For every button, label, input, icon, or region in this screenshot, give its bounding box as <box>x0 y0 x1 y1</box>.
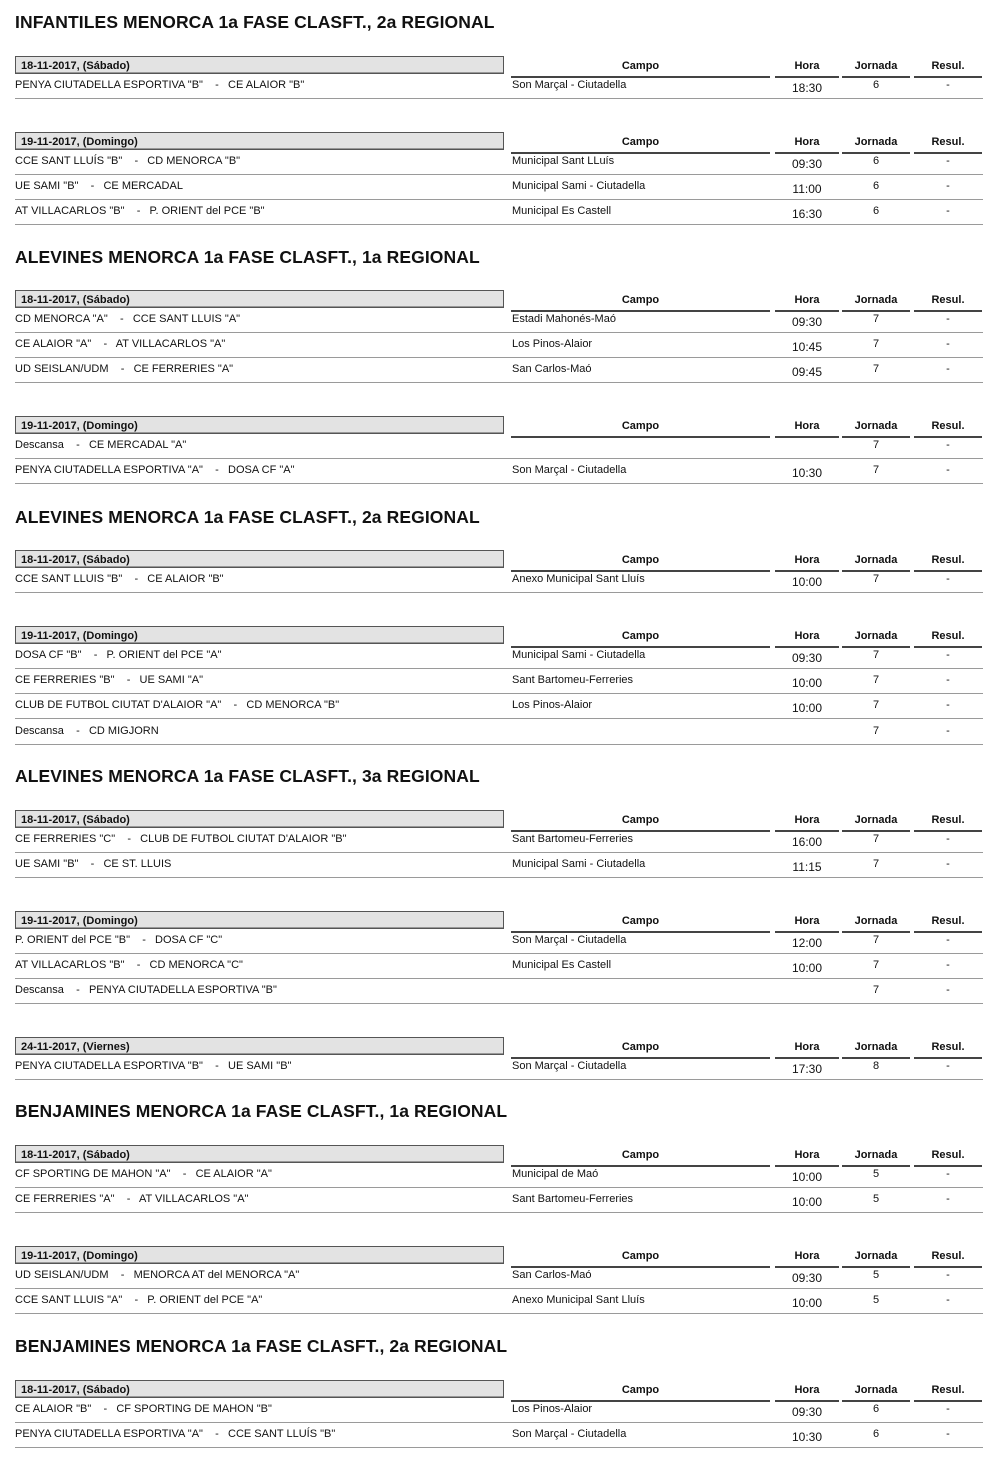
resul-column-header: Resul. <box>914 294 982 312</box>
matchday: 6 <box>872 1428 880 1441</box>
match-teams: CE ALAIOR "B" - CF SPORTING DE MAHON "B" <box>15 1403 272 1415</box>
kickoff-time: 10:00 <box>791 676 823 691</box>
result: - <box>946 724 950 737</box>
venue: Municipal Sant LLuís <box>512 155 615 167</box>
match-teams: CE ALAIOR "A" - AT VILLACARLOS "A" <box>15 338 226 351</box>
match-teams: UD SEISLAN/UDM - MENORCA AT del MENORCA "A" <box>15 1269 300 1281</box>
matchday: 6 <box>872 205 880 218</box>
kickoff-time: 10:00 <box>791 1296 823 1311</box>
result: - <box>946 1269 950 1281</box>
group-header <box>0 911 999 933</box>
match-teams: PENYA CIUTADELLA ESPORTIVA "B" - UE SAMI "B" <box>15 1060 292 1072</box>
result: - <box>946 1294 950 1307</box>
match-row <box>15 310 983 333</box>
match-row <box>15 696 983 719</box>
match-teams: Descansa - CE MERCADAL "A" <box>15 439 187 451</box>
match-teams: UD SEISLAN/UDM - CE FERRERIES "A" <box>15 363 234 376</box>
matchday: 7 <box>872 313 880 325</box>
group-header <box>0 1037 999 1059</box>
jornada-column-header: Jornada <box>842 630 910 648</box>
hora-column-header: Hora <box>775 630 839 648</box>
jornada-column-header: Jornada <box>842 294 910 312</box>
campo-column-header: Campo <box>511 915 770 933</box>
match-teams: PENYA CIUTADELLA ESPORTIVA "A" - CCE SANT LLUÍS "B" <box>15 1428 336 1441</box>
match-teams: CCE SANT LLUÍS "B" - CD MENORCA "B" <box>15 155 241 167</box>
hora-column-header: Hora <box>775 1041 839 1059</box>
hora-column-header: Hora <box>775 420 839 438</box>
campo-column-header: Campo <box>511 1384 770 1402</box>
result: - <box>946 858 950 871</box>
jornada-column-header: Jornada <box>842 1149 910 1167</box>
match-teams: CCE SANT LLUIS "B" - CE ALAIOR "B" <box>15 573 224 585</box>
jornada-column-header: Jornada <box>842 915 910 933</box>
resul-column-header: Resul. <box>914 420 982 438</box>
kickoff-time: 10:30 <box>791 466 823 481</box>
group-header <box>0 550 999 572</box>
group-header <box>0 1145 999 1167</box>
result: - <box>946 1168 950 1180</box>
matchday: 7 <box>872 724 880 737</box>
hora-column-header: Hora <box>775 814 839 832</box>
hora-column-header: Hora <box>775 554 839 572</box>
match-date: 19-11-2017, (Domingo) <box>15 626 504 644</box>
kickoff-time: 09:45 <box>791 365 823 380</box>
venue: Municipal Sami - Ciutadella <box>512 858 646 871</box>
section-title: BENJAMINES MENORCA 1a FASE CLASFT., 1a REGIONAL <box>15 1101 508 1121</box>
group-header <box>0 290 999 312</box>
result: - <box>946 573 950 585</box>
section-title: BENJAMINES MENORCA 1a FASE CLASFT., 2a REGIONAL <box>15 1336 508 1356</box>
matchday: 6 <box>872 180 880 193</box>
matchday: 7 <box>872 934 880 946</box>
result: - <box>946 984 950 997</box>
campo-column-header: Campo <box>511 1250 770 1268</box>
matchday: 7 <box>872 464 880 477</box>
match-date: 19-11-2017, (Domingo) <box>15 1246 504 1264</box>
resul-column-header: Resul. <box>914 814 982 832</box>
section-title: ALEVINES MENORCA 1a FASE CLASFT., 2a REGIONAL <box>15 507 480 527</box>
campo-column-header: Campo <box>511 420 770 438</box>
result: - <box>946 1403 950 1415</box>
venue: Municipal Sami - Ciutadella <box>512 649 646 661</box>
matchday: 5 <box>872 1294 880 1307</box>
match-teams: AT VILLACARLOS "B" - CD MENORCA "C" <box>15 959 243 972</box>
kickoff-time: 12:00 <box>791 936 823 950</box>
result: - <box>946 1193 950 1206</box>
jornada-column-header: Jornada <box>842 60 910 78</box>
venue: Municipal de Maó <box>512 1168 599 1180</box>
match-teams: CLUB DE FUTBOL CIUTAT D'ALAIOR "A" - CD MENORCA "B" <box>15 699 340 712</box>
campo-column-header: Campo <box>511 1149 770 1167</box>
venue: Municipal Es Castell <box>512 205 612 218</box>
group-header <box>0 626 999 648</box>
jornada-column-header: Jornada <box>842 136 910 154</box>
matchday: 7 <box>872 573 880 585</box>
hora-column-header: Hora <box>775 136 839 154</box>
result: - <box>946 338 950 351</box>
section-title: ALEVINES MENORCA 1a FASE CLASFT., 3a REGIONAL <box>15 766 480 786</box>
match-row <box>15 1165 983 1188</box>
match-row <box>15 646 983 669</box>
resul-column-header: Resul. <box>914 60 982 78</box>
match-date: 18-11-2017, (Sábado) <box>15 290 504 308</box>
venue: San Carlos-Maó <box>512 1269 592 1281</box>
match-row <box>15 855 983 878</box>
jornada-column-header: Jornada <box>842 1250 910 1268</box>
result: - <box>946 79 950 91</box>
venue: Sant Bartomeu-Ferreries <box>512 833 634 845</box>
kickoff-time: 18:30 <box>791 81 823 95</box>
campo-column-header: Campo <box>511 294 770 312</box>
group-header <box>0 416 999 438</box>
jornada-column-header: Jornada <box>842 1041 910 1059</box>
result: - <box>946 1060 950 1072</box>
match-teams: DOSA CF "B" - P. ORIENT del PCE "A" <box>15 649 222 661</box>
kickoff-time: 11:15 <box>792 860 822 875</box>
match-teams: UE SAMI "B" - CE ST. LLUIS <box>15 858 172 871</box>
match-date: 19-11-2017, (Domingo) <box>15 132 504 150</box>
resul-column-header: Resul. <box>914 630 982 648</box>
match-row <box>15 202 983 225</box>
match-date: 24-11-2017, (Viernes) <box>15 1037 504 1055</box>
kickoff-time: 10:00 <box>791 701 823 716</box>
venue: Son Marçal - Ciutadella <box>512 1428 627 1441</box>
section-title: ALEVINES MENORCA 1a FASE CLASFT., 1a REGIONAL <box>15 247 480 267</box>
matchday: 8 <box>872 1060 880 1072</box>
result: - <box>946 363 950 376</box>
match-row <box>15 436 983 459</box>
group-header <box>0 56 999 78</box>
match-teams: AT VILLACARLOS "B" - P. ORIENT del PCE "B" <box>15 205 265 218</box>
venue: Son Marçal - Ciutadella <box>512 464 627 477</box>
result: - <box>946 934 950 946</box>
matchday: 7 <box>872 984 880 997</box>
match-row <box>15 335 983 358</box>
result: - <box>946 155 950 167</box>
kickoff-time: 10:00 <box>791 1170 823 1184</box>
matchday: 7 <box>872 674 880 687</box>
match-date: 19-11-2017, (Domingo) <box>15 416 504 434</box>
kickoff-time: 09:30 <box>791 1271 823 1285</box>
hora-column-header: Hora <box>775 60 839 78</box>
campo-column-header: Campo <box>511 1041 770 1059</box>
result: - <box>946 464 950 477</box>
venue: Son Marçal - Ciutadella <box>512 934 627 946</box>
match-row <box>15 360 983 383</box>
match-teams: CCE SANT LLUIS "A" - P. ORIENT del PCE "A" <box>15 1294 263 1307</box>
result: - <box>946 180 950 193</box>
group-header <box>0 1246 999 1268</box>
matchday: 7 <box>872 858 880 871</box>
resul-column-header: Resul. <box>914 1149 982 1167</box>
match-row <box>15 956 983 979</box>
match-teams: P. ORIENT del PCE "B" - DOSA CF "C" <box>15 934 223 946</box>
matchday: 5 <box>872 1193 880 1206</box>
hora-column-header: Hora <box>775 915 839 933</box>
matchday: 5 <box>872 1269 880 1281</box>
venue: Los Pinos-Alaior <box>512 338 593 351</box>
hora-column-header: Hora <box>775 1384 839 1402</box>
venue: Anexo Municipal Sant Lluís <box>512 573 645 585</box>
result: - <box>946 959 950 972</box>
matchday: 7 <box>872 338 880 351</box>
kickoff-time: 09:30 <box>791 157 823 171</box>
match-date: 19-11-2017, (Domingo) <box>15 911 504 929</box>
match-teams: CF SPORTING DE MAHON "A" - CE ALAIOR "A" <box>15 1168 272 1180</box>
venue: Los Pinos-Alaior <box>512 1403 593 1415</box>
matchday: 6 <box>872 155 880 167</box>
campo-column-header: Campo <box>511 630 770 648</box>
venue: Estadi Mahonés-Maó <box>512 313 616 325</box>
group-header <box>0 132 999 154</box>
campo-column-header: Campo <box>511 60 770 78</box>
kickoff-time: 16:00 <box>791 835 823 849</box>
match-row <box>15 177 983 200</box>
match-row <box>15 1190 983 1213</box>
matchday: 7 <box>872 699 880 712</box>
result: - <box>946 649 950 661</box>
group-header <box>0 1380 999 1402</box>
venue: Son Marçal - Ciutadella <box>512 79 627 91</box>
jornada-column-header: Jornada <box>842 814 910 832</box>
result: - <box>946 1428 950 1441</box>
kickoff-time: 10:00 <box>791 961 823 976</box>
match-teams: CE FERRERIES "C" - CLUB DE FUTBOL CIUTAT D'ALAIOR "B" <box>15 833 347 845</box>
matchday: 5 <box>872 1168 880 1180</box>
matchday: 7 <box>872 833 880 845</box>
match-teams: CE FERRERIES "A" - AT VILLACARLOS "A" <box>15 1193 249 1206</box>
hora-column-header: Hora <box>775 1250 839 1268</box>
campo-column-header: Campo <box>511 136 770 154</box>
venue: Sant Bartomeu-Ferreries <box>512 674 634 687</box>
result: - <box>946 313 950 325</box>
matchday: 7 <box>872 959 880 972</box>
match-row <box>15 1057 983 1080</box>
match-row <box>15 931 983 954</box>
kickoff-time: 10:45 <box>791 340 823 355</box>
matchday: 6 <box>872 1403 880 1415</box>
match-teams: CD MENORCA "A" - CCE SANT LLUIS "A" <box>15 313 241 325</box>
kickoff-time: 09:30 <box>791 651 823 665</box>
match-row <box>15 1266 983 1289</box>
venue: Los Pinos-Alaior <box>512 699 593 712</box>
kickoff-time: 16:30 <box>791 207 823 222</box>
jornada-column-header: Jornada <box>842 1384 910 1402</box>
match-row <box>15 830 983 853</box>
hora-column-header: Hora <box>775 294 839 312</box>
resul-column-header: Resul. <box>914 1384 982 1402</box>
kickoff-time: 10:30 <box>791 1430 823 1445</box>
match-teams: Descansa - PENYA CIUTADELLA ESPORTIVA "B" <box>15 984 277 997</box>
resul-column-header: Resul. <box>914 136 982 154</box>
result: - <box>946 439 950 451</box>
match-row <box>15 722 983 745</box>
hora-column-header: Hora <box>775 1149 839 1167</box>
kickoff-time: 09:30 <box>791 1405 823 1419</box>
result: - <box>946 205 950 218</box>
match-date: 18-11-2017, (Sábado) <box>15 1145 504 1163</box>
result: - <box>946 699 950 712</box>
match-teams: Descansa - CD MIGJORN <box>15 724 159 737</box>
match-teams: UE SAMI "B" - CE MERCADAL <box>15 180 183 193</box>
match-row <box>15 76 983 99</box>
result: - <box>946 674 950 687</box>
kickoff-time: 17:30 <box>791 1062 823 1076</box>
resul-column-header: Resul. <box>914 554 982 572</box>
kickoff-time: 11:00 <box>792 182 822 197</box>
kickoff-time: 10:00 <box>791 1195 823 1210</box>
matchday: 7 <box>872 649 880 661</box>
match-date: 18-11-2017, (Sábado) <box>15 1380 504 1398</box>
match-row <box>15 671 983 694</box>
section-title: INFANTILES MENORCA 1a FASE CLASFT., 2a REGIONAL <box>15 12 495 32</box>
venue: Son Marçal - Ciutadella <box>512 1060 627 1072</box>
match-row <box>15 461 983 484</box>
resul-column-header: Resul. <box>914 915 982 933</box>
jornada-column-header: Jornada <box>842 420 910 438</box>
match-date: 18-11-2017, (Sábado) <box>15 810 504 828</box>
match-teams: CE FERRERIES "B" - UE SAMI "A" <box>15 674 203 687</box>
matchday: 7 <box>872 363 880 376</box>
match-row <box>15 152 983 175</box>
resul-column-header: Resul. <box>914 1250 982 1268</box>
kickoff-time: 10:00 <box>791 575 823 589</box>
venue: Municipal Es Castell <box>512 959 612 972</box>
venue: Sant Bartomeu-Ferreries <box>512 1193 634 1206</box>
campo-column-header: Campo <box>511 814 770 832</box>
group-header <box>0 810 999 832</box>
campo-column-header: Campo <box>511 554 770 572</box>
kickoff-time: 09:30 <box>791 315 823 329</box>
matchday: 6 <box>872 79 880 91</box>
match-row <box>15 1291 983 1314</box>
match-teams: PENYA CIUTADELLA ESPORTIVA "A" - DOSA CF "A" <box>15 464 295 477</box>
match-date: 18-11-2017, (Sábado) <box>15 56 504 74</box>
jornada-column-header: Jornada <box>842 554 910 572</box>
match-row <box>15 1425 983 1448</box>
match-row <box>15 570 983 593</box>
match-teams: PENYA CIUTADELLA ESPORTIVA "B" - CE ALAIOR "B" <box>15 79 305 91</box>
venue: Municipal Sami - Ciutadella <box>512 180 646 193</box>
venue: Anexo Municipal Sant Lluís <box>512 1294 645 1307</box>
matchday: 7 <box>872 439 880 451</box>
venue: San Carlos-Maó <box>512 363 592 376</box>
match-row <box>15 981 983 1004</box>
resul-column-header: Resul. <box>914 1041 982 1059</box>
match-row <box>15 1400 983 1423</box>
result: - <box>946 833 950 845</box>
match-date: 18-11-2017, (Sábado) <box>15 550 504 568</box>
